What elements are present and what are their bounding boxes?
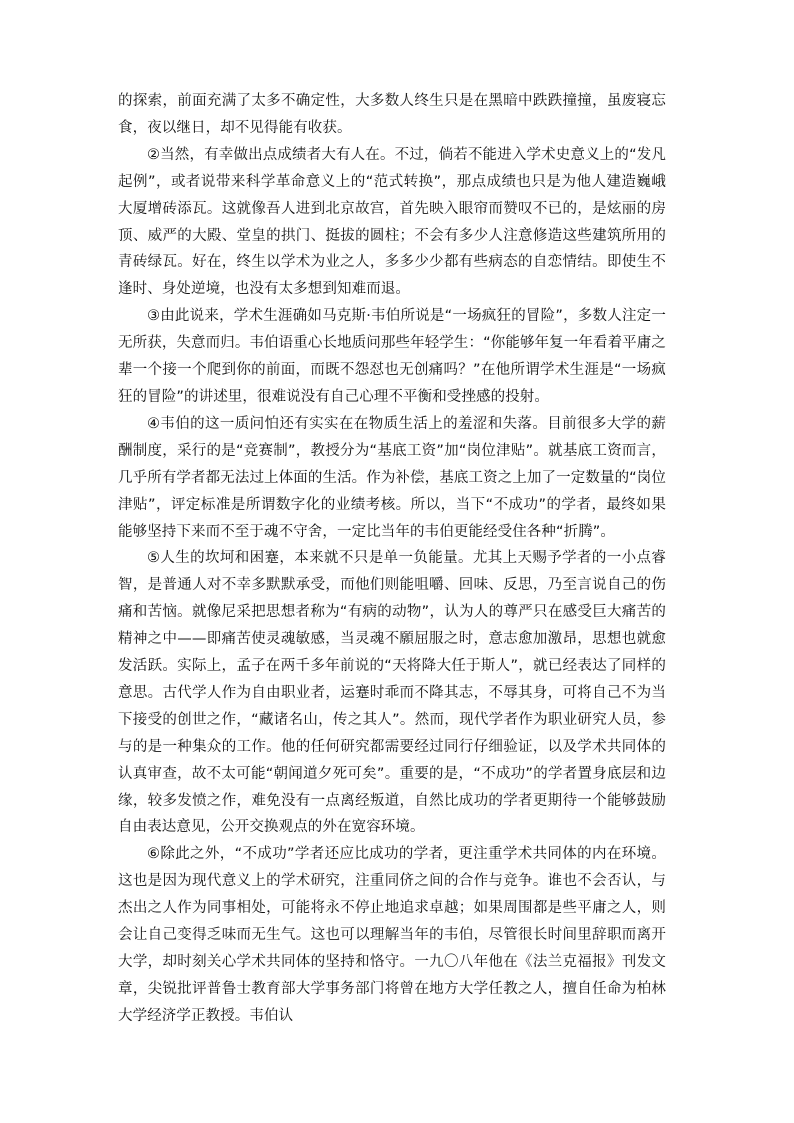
paragraph-2: ②当然，有幸做出点成绩者大有人在。不过，倘若不能进入学术史意义上的“发凡起例”，或者说带来科学革命意义上的“范式转换”，那点成绩也只是为他人建造巍峨大厦增砖添瓦。这就像吾人进到北京故宫，首先映入眼帘而赞叹不已的，是炫丽的房顶、威严的大殿、堂皇的拱门、挺拔的圆柱；不会有多少人注意修造这些建筑所用的青砖绿瓦。好在，终生以学术为业之人，多多少少都有些病态的自恋情结。即使生不逢时、身处逆境，也没有太多想到知难而退。 [118,146,666,298]
paragraph-continued: 的探索，前面充满了太多不确定性，大多数人终生只是在黑暗中跌跌撞撞，虽废寝忘食，夜以继日，却不见得能有收获。 [118,93,666,136]
paragraph-4: ④韦伯的这一质问怕还有实实在在物质生活上的羞涩和失落。目前很多大学的薪酬制度，采行的是“竞赛制”，教授分为“基底工资”加“岗位津贴”。就基底工资而言，几乎所有学者都无法过上体面的生活。作为补偿，基底工资之上加了一定数量的“岗位津贴”，评定标准是所谓数字化的业绩考核。所以，当下“不成功”的学者，最终如果能够坚持下来而不至于魂不守舍，一定比当年的韦伯更能经受住各种“折腾”。 [118,415,666,540]
paragraph-5: ⑤人生的坎坷和困蹇，本来就不只是单一负能量。尤其上天赐予学者的一小点睿智，是普通人对不幸多默默承受，而他们则能咀嚼、回味、反思，乃至言说自己的伤痛和苦恼。就像尼采把思想者称为“有病的动物”，认为人的尊严只在感受巨大痛苦的精神之中——即痛苦使灵魂敏感，当灵魂不願屈服之时，意志愈加激昂，思想也就愈发活跃。实际上，孟子在两千多年前说的“天将降大任于斯人”，就已经表达了同样的意思。古代学人作为自由职业者，运蹇时乖而不降其志，不辱其身，可将自己不为当下接受的创世之作，“藏诸名山，传之其人”。然而，现代学者作为职业研究人员，参与的是一种集众的工作。他的任何研究都需要经过同行仔细验证，以及学术共同体的认真审查，故不太可能“朝闻道夕死可矣”。重要的是，“不成功”的学者置身底层和边缘，较多发愤之作，难免没有一点离经叛道，自然比成功的学者更期待一个能够鼓励自由表达意见，公开交换观点的外在宽容环境。 [118,550,666,836]
paragraph-3: ③由此说来，学术生涯确如马克斯·韦伯所说是“一场疯狂的冒险”，多数人注定一无所获，失意而归。韦伯语重心长地质问那些年轻学生：“你能够年复一年看着平庸之辈一个接一个爬到你的前面，而既不怨怼也无创痛吗？”在他所谓学术生涯是“一场疯狂的冒险”的讲述里，很难说没有自己心理不平衡和受挫感的投射。 [118,308,666,405]
paragraph-6: ⑥除此之外，“不成功”学者还应比成功的学者，更注重学术共同体的内在环境。这也是因为现代意义上的学术研究，注重同侪之间的合作与竞争。谁也不会否认，与杰出之人作为同事相处，可能将永不停止地追求卓越；如果周围都是些平庸之人，则会让自己变得乏味而无生气。这也可以理解当年的韦伯，尽管很长时间里辞职而离开大学，却时刻关心学术共同体的坚持和恪守。一九〇八年他在《法兰克福报》刊发文章，尖锐批评普鲁士教育部大学事务部门将曾在地方大学任教之人，擅自任命为柏林大学经济学正教授。韦伯认 [118,846,666,1024]
document-page [118,88,666,1030]
